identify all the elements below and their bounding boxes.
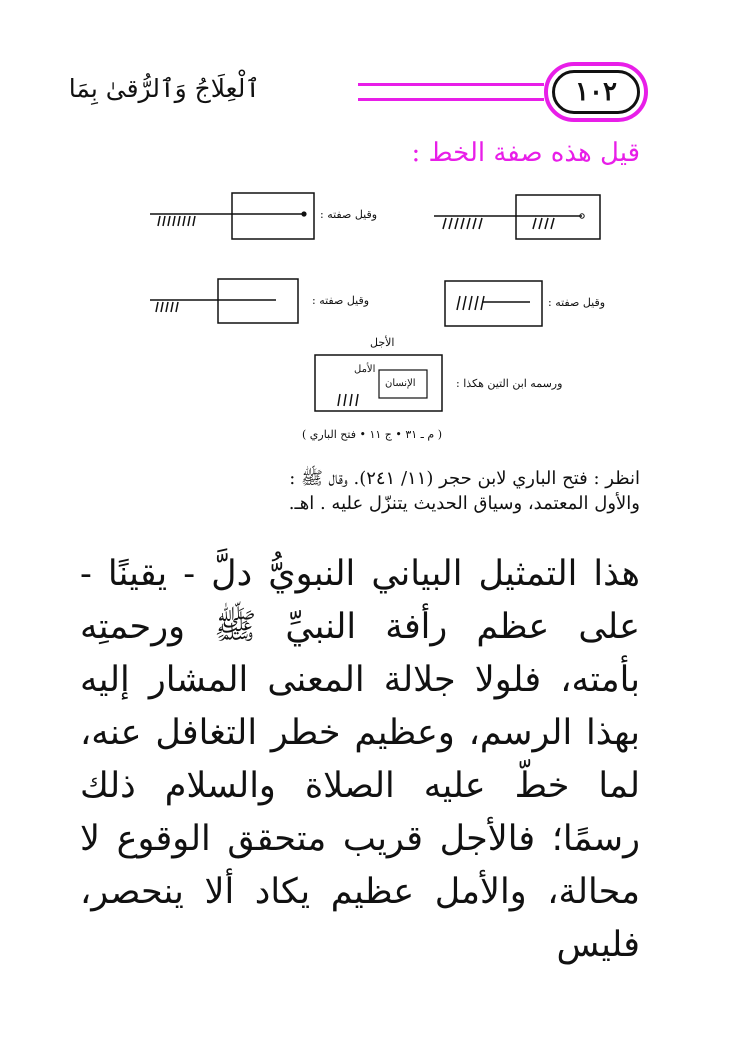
footnote-line-1: انظر : فتح الباري لابن حجر (١١/ ٢٤١). وقال ﷺ :: [289, 468, 640, 489]
section-heading: قيل هذه صفة الخط :: [411, 138, 640, 168]
diagram-3: [444, 280, 544, 330]
ajal-label: الأجل: [370, 336, 395, 349]
diagram-4: [150, 278, 300, 326]
diagram-1-drawing: [432, 194, 602, 244]
page-number: ١٠٢: [552, 70, 640, 114]
insan-label: الإنسان: [385, 378, 416, 389]
header-double-rule: [358, 83, 544, 101]
page-number-badge: [544, 62, 648, 122]
figure-caption: ( م ـ ٣١ • ج ١١ • فتح الباري ): [301, 428, 443, 441]
page-header: [68, 60, 648, 130]
diagram-2: [150, 192, 316, 244]
diagram-5-drawing: [314, 354, 444, 414]
diagram-label-1: وقيل صفته :: [320, 208, 378, 221]
diagram-4-drawing: [150, 278, 300, 326]
diagram-5: [314, 354, 444, 414]
amal-label: الأمل: [354, 364, 376, 375]
body-paragraph: هذا التمثيل البياني النبويُّ دلَّ - يقينًا - على عظم رأفة النبيِّ ﷺ ورحمتِه بأمته، فلولا جلالة المعنى المشار إليه بهذا الرسم، وعظيم خطر التغافل عنه، لما خطّ عليه الصلاة والسلام ذلك رسمًا؛ فالأجل قريب متحقق الوقوع لا محالة، والأمل عظيم يكاد ألا ينحصر، فليس: [80, 554, 640, 965]
diagram-label-4: ورسمه ابن التين هكذا :: [456, 377, 563, 390]
diagram-3-drawing: [444, 280, 544, 330]
diagram-2-drawing: [150, 192, 316, 244]
footnote-line-2: والأول المعتمد، وسياق الحديث يتنزّل عليه . اهـ.: [288, 493, 640, 514]
diagram-label-2: وقيل صفته :: [312, 294, 370, 307]
diagram-1: [432, 194, 602, 244]
diagram-label-3: وقيل صفته :: [548, 296, 606, 309]
running-title: ٱلْعِلَاجُ وَٱلرُّقىٰ بِمَا: [68, 74, 260, 103]
footnote: [80, 466, 640, 516]
